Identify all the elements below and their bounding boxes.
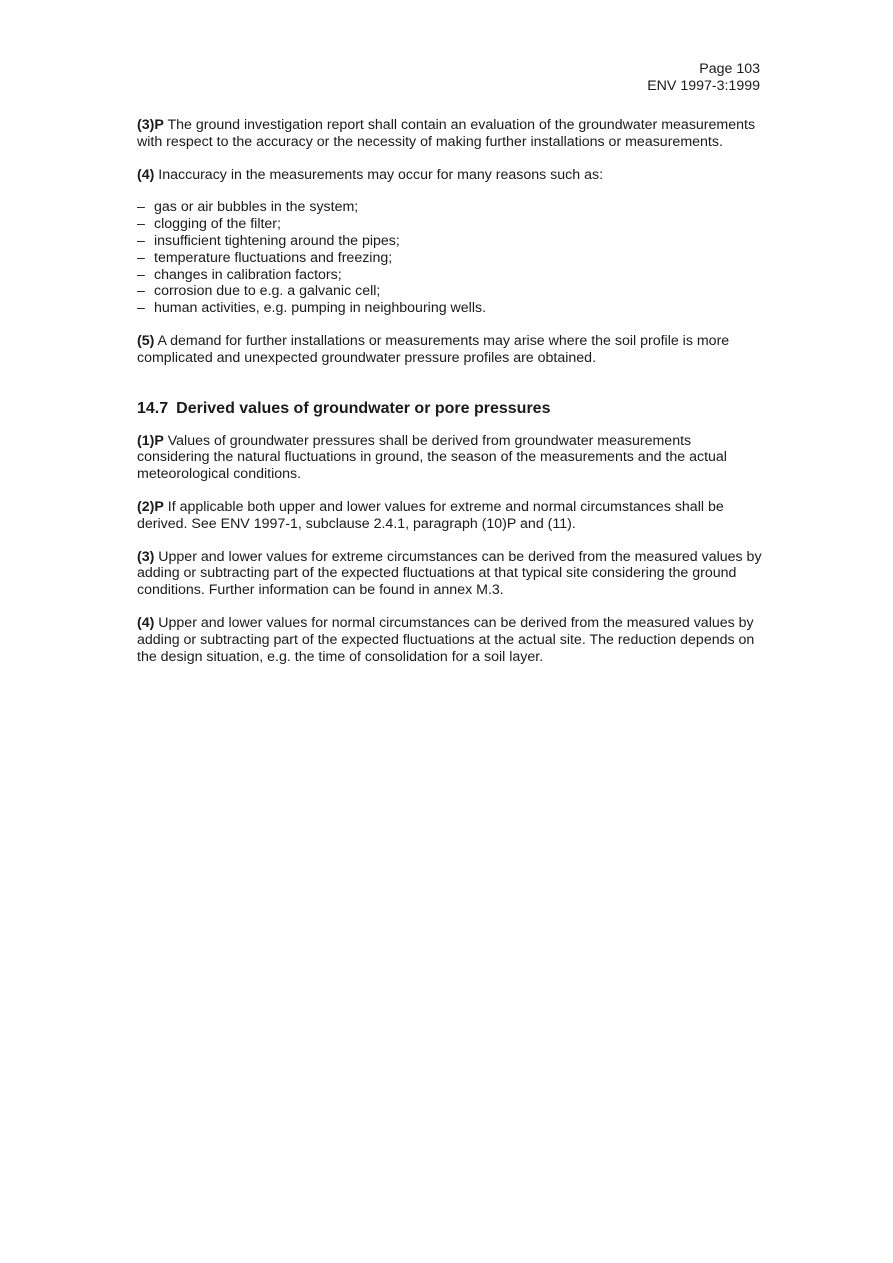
list-item: – corrosion due to e.g. a galvanic cell; bbox=[137, 283, 762, 300]
paragraph-text: Inaccuracy in the measurements may occur for many reasons such as: bbox=[154, 166, 604, 183]
paragraph-5 bbox=[137, 333, 762, 367]
section-paragraph-2p bbox=[137, 499, 762, 533]
paragraph-number: (2)P bbox=[137, 498, 164, 515]
paragraph-text: A demand for further installations or measurements may arise where the soil profile is more complicated and unexpected groundwater pressure profiles are obtained. bbox=[137, 332, 730, 366]
section-heading bbox=[137, 399, 762, 419]
page-number: Page 103 bbox=[699, 61, 760, 77]
paragraph-number: (4) bbox=[137, 166, 155, 183]
paragraph-number: (4) bbox=[137, 614, 155, 631]
paragraph-number: (5) bbox=[137, 332, 155, 349]
paragraph-text: Upper and lower values for normal circumstances can be derived from the measured values by adding or subtracting part of the expected fluctuations at the actual site. The reduction depends on the design situation, e.g. the time of consolidation for a soil layer. bbox=[137, 614, 755, 665]
list-item: – temperature fluctuations and freezing; bbox=[137, 250, 762, 267]
section-paragraph-4 bbox=[137, 615, 762, 665]
section-paragraph-1p bbox=[137, 433, 762, 483]
list-item: – human activities, e.g. pumping in neighbouring wells. bbox=[137, 300, 762, 317]
list-item: – changes in calibration factors; bbox=[137, 267, 762, 284]
paragraph-number: (3)P bbox=[137, 117, 164, 133]
document-id: ENV 1997-3:1999 bbox=[647, 78, 760, 94]
inaccuracy-reasons-list bbox=[137, 199, 762, 317]
section-paragraph-3 bbox=[137, 549, 762, 599]
paragraph-text: Upper and lower values for extreme circumstances can be derived from the measured values by adding or subtracting part of the expected fluctuations at that typical site considering the ground conditions. Further information can be found in annex M.3. bbox=[137, 548, 762, 599]
paragraph-3p bbox=[137, 117, 762, 151]
paragraph-text: The ground investigation report shall contain an evaluation of the groundwater measurements with respect to the accuracy or the necessity of making further installations or measurements. bbox=[137, 117, 756, 150]
paragraph-text: If applicable both upper and lower values for extreme and normal circumstances shall be derived. See ENV 1997-1, subclause 2.4.1, paragraph (10)P and (11). bbox=[137, 498, 724, 532]
section-number: 14.7 bbox=[137, 399, 169, 417]
paragraph-text: Values of groundwater pressures shall be derived from groundwater measurements considering the natural fluctuations in ground, the season of the measurements and the actual meteorological conditions. bbox=[137, 432, 727, 483]
paragraph-4 bbox=[137, 167, 762, 184]
page-header bbox=[647, 61, 760, 95]
list-item: – clogging of the filter; bbox=[137, 216, 762, 233]
paragraph-number: (3) bbox=[137, 548, 155, 565]
page-content bbox=[137, 117, 762, 681]
section-title: Derived values of groundwater or pore pressures bbox=[176, 399, 551, 417]
list-item: – insufficient tightening around the pipes; bbox=[137, 233, 762, 250]
list-item: – gas or air bubbles in the system; bbox=[137, 199, 762, 216]
paragraph-number: (1)P bbox=[137, 432, 164, 449]
